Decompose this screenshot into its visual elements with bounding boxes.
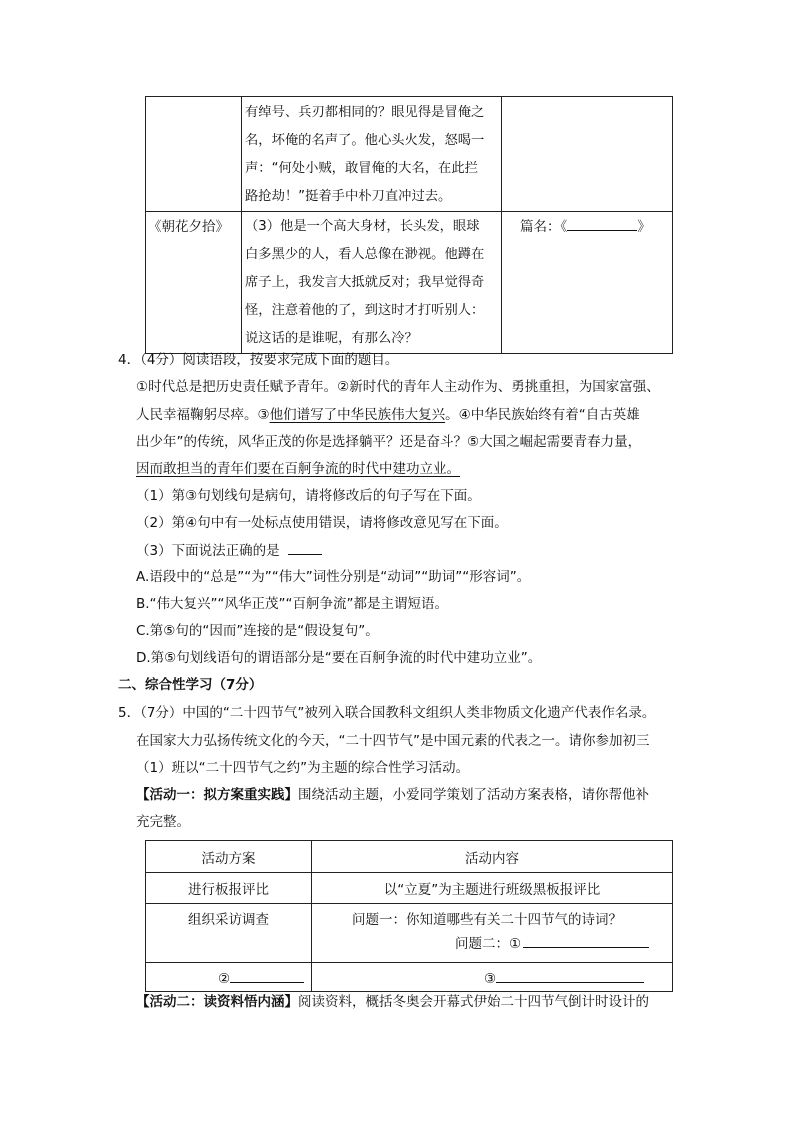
plan-text: 进行板报评比	[188, 882, 269, 898]
header-content-text: 活动内容	[465, 850, 519, 867]
activity-1-text-cont: 充完整。	[136, 814, 190, 830]
chapter-answer-suffix: 》	[637, 219, 651, 235]
activity-1-text: 围绕活动主题，小爱同学策划了活动方案表格，请你帮他补	[298, 787, 649, 803]
q5-line: 在国家大力弘扬传统文化的今天，“二十四节气”是中国元素的代表之一。请你参加初三	[136, 733, 650, 749]
excerpt-line: 声：“何处小贼，敢冒俺的大名，在此拦	[245, 161, 478, 176]
content-text: 以“立夏”为主题进行班级黑板报评比	[383, 882, 601, 898]
content-cell	[312, 873, 673, 904]
option-b: B.“伟大复兴”“风华正茂”“百舸争流”都是主谓短语。	[136, 596, 449, 612]
header-plan-text: 活动方案	[201, 850, 256, 867]
plan-cell	[146, 873, 312, 904]
excerpt-line: 名，坏俺的名声了。他心头火发，怒喝一	[245, 133, 485, 148]
q4-subquestion-1: （1）第③句划线句是病句，请将修改后的句子写在下面。	[136, 488, 481, 504]
book-title: 《朝花夕拾》	[148, 219, 229, 235]
activity-2	[136, 992, 649, 1012]
q4-subquestion-3	[136, 540, 322, 561]
option-a: A.语段中的“总是”“为”“伟大”词性分别是“动词”“助词”“形容词”。	[136, 569, 531, 585]
underlined-sentence-5: 因而敢担当的青年们要在百舸争流的时代中建功立业。	[136, 461, 460, 477]
novel-table-excerpt-cell	[242, 97, 502, 212]
excerpt-line: 白多黑少的人，看人总像在渺视。他蹲在	[245, 247, 485, 262]
activity-plan-table	[145, 840, 673, 992]
answer-blank[interactable]	[288, 540, 322, 555]
q4-subquestion-2: （2）第④句中有一处标点使用错误，请将修改意见写在下面。	[136, 515, 508, 531]
q4-header: 4．（4分）阅读语段，按要求完成下面的题目。	[118, 352, 399, 368]
novel-table	[145, 96, 673, 354]
content-cell	[312, 904, 673, 963]
option-d: D.第⑤句划线语句的谓语部分是“要在百舸争流的时代中建功立业”。	[136, 650, 542, 666]
table-header-content	[312, 841, 673, 873]
activity-2-text: 阅读资料，概括冬奥会开幕式伊始二十四节气倒计时设计的	[298, 994, 649, 1010]
answer-blank-3[interactable]	[496, 968, 644, 983]
blank-3-label: ③	[484, 970, 497, 987]
plan-cell	[146, 904, 312, 963]
q5-line: （1）班以“二十四节气之约”为主题的综合性学习活动。	[136, 760, 470, 776]
interview-question-2	[352, 932, 672, 956]
excerpt-line: 路抢劫！”挺着手中朴刀直冲过去。	[245, 189, 452, 204]
question-2-label: 问题二：①	[455, 936, 522, 952]
excerpt-line: 怪，注意着他的了，到这时才打听别人：	[245, 303, 485, 318]
section-title: 二、综合性学习（7分）	[118, 677, 263, 693]
interview-question-1: 问题一：你知道哪些有关二十四节气的诗词？	[352, 912, 622, 928]
answer-blank-1[interactable]	[523, 933, 649, 948]
subquestion-text: （3）下面说法正确的是	[136, 543, 280, 559]
passage-text: 人民幸福鞠躬尽瘁。③	[136, 407, 270, 423]
excerpt-line: 说这话的是谁呢，有那么冷？	[245, 331, 418, 346]
plan-cell	[146, 963, 312, 992]
q4-passage-line: ①时代总是把历史责任赋予青年。②新时代的青年人主动作为、勇挑重担，为国家富强、	[136, 379, 660, 395]
chapter-answer	[520, 213, 672, 241]
novel-table-answer-cell	[502, 212, 673, 354]
novel-table-book-cell	[146, 97, 242, 212]
excerpt-line: （3）他是一个高大身材，长头发，眼球	[245, 219, 480, 234]
underlined-sentence-3: 他们谱写了中华民族伟大复兴	[269, 407, 446, 423]
excerpt-line: 席子上，我发言大抵就反对；我早觉得奇	[245, 275, 485, 290]
activity-2-label: 【活动二：读资料悟内涵】	[136, 994, 298, 1010]
answer-blank[interactable]	[567, 216, 637, 231]
q4-passage-line	[136, 405, 640, 425]
novel-table-answer-cell	[502, 97, 673, 212]
activity-1	[136, 785, 649, 805]
q5-line: 5．（7分）中国的“二十四节气”被列入联合国教科文组织人类非物质文化遗产代表作名录。	[118, 705, 656, 721]
content-cell	[312, 963, 673, 992]
table-header-plan	[146, 841, 312, 873]
excerpt-line: 有绰号、兵刃都相同的？眼见得是冒俺之	[245, 105, 485, 120]
blank-2-label: ②	[218, 970, 231, 987]
passage-text: 。④中华民族始终有着“自古英雄	[445, 407, 640, 423]
q4-passage-line: 出少年”的传统，风华正茂的你是选择躺平？还是奋斗？⑤大国之崛起需要青春力量，	[136, 434, 642, 450]
plan-text: 组织采访调查	[188, 912, 269, 928]
answer-blank-2[interactable]	[230, 968, 304, 983]
novel-table-excerpt-cell	[242, 212, 502, 354]
option-c: C.第⑤句的“因而”连接的是“假设复句”。	[136, 623, 379, 639]
novel-table-book-cell	[146, 212, 242, 354]
activity-1-label: 【活动一：拟方案重实践】	[136, 787, 298, 803]
chapter-answer-prefix: 篇名：《	[520, 219, 568, 235]
